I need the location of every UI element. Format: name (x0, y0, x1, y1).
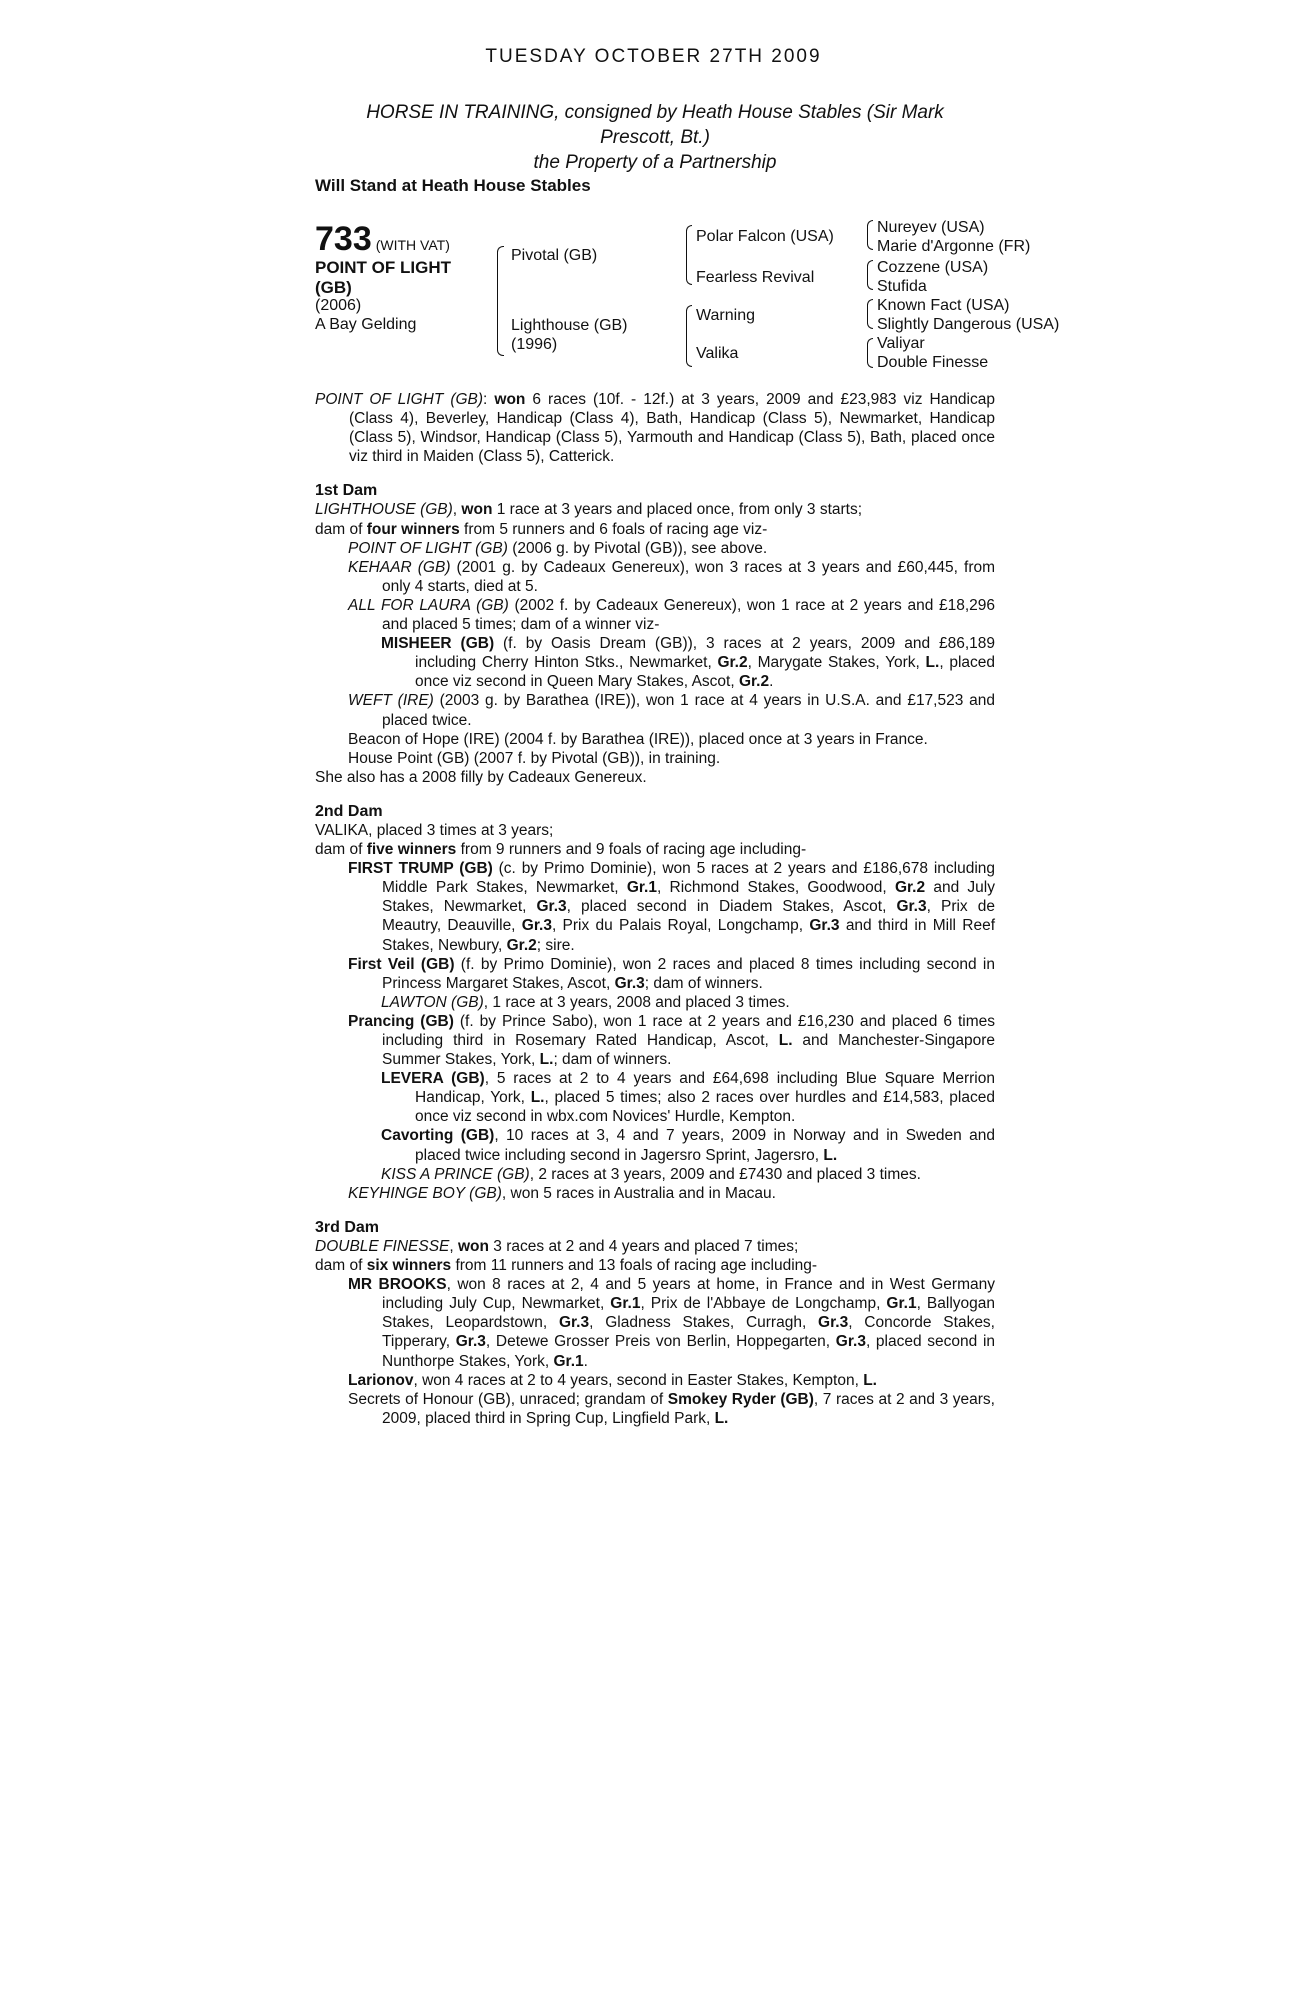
produce-text: , 5 races at 2 to 4 years and £64,698 including Blue Square Merrion Handicap, York, (415, 1070, 995, 1107)
grade-label: Gr.3 (455, 1333, 486, 1351)
produce-summary-text: from 11 runners and 13 foals of racing age including- (451, 1257, 818, 1275)
produce-entry (315, 993, 995, 1012)
produce-name: KEYHINGE BOY (GB) (348, 1184, 502, 1202)
pedigree-sire: Pivotal (GB) (511, 247, 598, 264)
produce-text: , 7 races at 2 and 3 years, 2009, placed third in Spring Cup, Lingfield Park, (382, 1390, 995, 1427)
pedigree-sire-dam: Fearless Revival (696, 269, 815, 286)
dam-of-label: dam of (315, 520, 367, 538)
produce-text: , placed second in Diadem Stakes, Ascot, (566, 898, 897, 916)
horse-info (315, 296, 416, 334)
produce-name: MR BROOKS (348, 1276, 447, 1294)
pedigree-ssd: Marie d'Argonne (FR) (877, 238, 1031, 255)
grade-label: Gr.2 (506, 936, 537, 954)
lot-number: 733 (315, 220, 372, 258)
grade-label: Gr.3 (818, 1314, 849, 1332)
grade-label: Gr.3 (835, 1333, 866, 1351)
produce-name: Smokey Ryder (GB) (667, 1390, 814, 1408)
grade-label: L. (925, 654, 940, 672)
stand-location: Will Stand at Heath House Stables (315, 176, 591, 195)
produce-name: MISHEER (GB) (381, 635, 495, 653)
produce-entry (315, 1371, 995, 1390)
pedigree-sss: Nureyev (USA) (877, 219, 985, 236)
catalogue-body (315, 390, 995, 1428)
produce-name: Larionov (348, 1371, 414, 1389)
produce-text: Secrets of Honour (GB), unraced; grandam of (348, 1390, 668, 1408)
grade-label: Gr.2 (894, 879, 926, 897)
grade-label: Gr.3 (896, 898, 927, 916)
produce-entry (315, 558, 995, 596)
grade-label: Gr.2 (717, 654, 748, 672)
grade-label: Gr.1 (553, 1352, 584, 1370)
produce-text: (2003 g. by Barathea (IRE)), won 1 race at 4 years in U.S.A. and £17,523 and placed twice. (382, 692, 995, 729)
pedigree-dds: Valiyar (877, 335, 925, 352)
produce-entry (315, 1126, 995, 1164)
grade-label: L. (714, 1409, 729, 1427)
produce-text: , Prix du Palais Royal, Longchamp, (551, 917, 810, 935)
produce-text: and Manchester-Singapore Summer Stakes, York, (382, 1032, 995, 1069)
property-line: the Property of a Partnership (533, 152, 777, 173)
pedigree-dam-sire: Warning (696, 307, 755, 324)
race-record: POINT OF LIGHT (GB): won 6 races (10f. - 12f.) at 3 years, 2009 and £23,983 viz Handicap (Class 4), Beverley, Handicap (Class 4), Bath, Handicap (Class 5), Newmarket, Handicap (Class 5), Windsor, Handicap (Class 5), Yarmouth and Handicap (Class 5), Bath, placed once viz third in Maiden (Class 5), Catterick. (315, 391, 995, 466)
produce-entry (315, 859, 995, 954)
produce-name: KISS A PRINCE (GB) (381, 1165, 530, 1183)
produce-text: (2002 f. by Cadeaux Genereux), won 1 race at 2 years and £18,296 and placed 5 times; dam of a winner viz- (382, 596, 995, 634)
grade-label: L. (863, 1371, 877, 1389)
produce-entry (315, 1390, 995, 1428)
pedigree-dam-dam: Valika (696, 345, 739, 362)
pedigree-dss: Known Fact (USA) (877, 297, 1010, 314)
grade-label: L. (778, 1032, 793, 1049)
consignor-block (330, 100, 980, 175)
produce-name: Cavorting (GB) (381, 1127, 495, 1145)
produce-text: , Prix de Meautry, Deauville, (382, 898, 995, 935)
produce-text: , Richmond Stakes, Goodwood, (656, 879, 895, 897)
grade-label: Gr.3 (614, 974, 645, 992)
pedigree-sire-sire: Polar Falcon (USA) (696, 228, 834, 245)
produce-entry (315, 955, 995, 993)
vat-note: (WITH VAT) (375, 237, 450, 253)
dam-of-label: dam of (315, 1257, 367, 1275)
produce-text: (f. by Prince Sabo), won 1 race at 2 years and £16,230 and placed 6 times including third in Rosemary Rated Handicap, Ascot, (382, 1012, 995, 1049)
pedigree-dam (511, 316, 628, 354)
pedigree-ddd: Double Finesse (877, 354, 989, 371)
grade-label: Gr.1 (886, 1295, 917, 1313)
produce-text: , placed second in Nunthorpe Stakes, York, (382, 1333, 996, 1370)
grade-label: Gr.3 (521, 917, 552, 935)
first-dam-produce-summary (315, 520, 995, 539)
second-dam-line: VALIKA, placed 3 times at 3 years; (315, 821, 554, 839)
produce-text: . (583, 1352, 588, 1370)
produce-name: LAWTON (GB) (381, 993, 484, 1011)
winners-count: four winners (366, 520, 460, 538)
produce-text: , 1 race at 3 years, 2008 and placed 3 times. (483, 993, 790, 1011)
produce-entry (315, 634, 995, 691)
produce-name: ALL FOR LAURA (GB) (348, 596, 509, 614)
produce-entry: Beacon of Hope (IRE) (2004 f. by Barathea (IRE)), placed once at 3 years in France. (348, 730, 928, 748)
pedigree-sds: Cozzene (USA) (877, 259, 989, 276)
pedigree-dam-year: (1996) (511, 336, 558, 353)
third-dam-name: DOUBLE FINESSE (315, 1237, 450, 1255)
consignor-line-2: Prescott, Bt.) (600, 127, 710, 148)
produce-summary-text: from 5 runners and 6 foals of racing age viz- (459, 520, 768, 538)
produce-entry (315, 1184, 995, 1203)
produce-text: ; dam of winners. (644, 974, 763, 992)
grade-label: L. (530, 1089, 545, 1107)
produce-text: , placed once viz second in Queen Mary Stakes, Ascot, (415, 654, 995, 691)
produce-text: , won 4 races at 2 to 4 years, second in Easter Stakes, Kempton, (413, 1371, 864, 1389)
grade-label: Gr.3 (536, 898, 567, 916)
produce-text: (f. by Oasis Dream (GB)), 3 races at 2 years, 2009 and £86,189 including Cherry Hinton Stks., Newmarket, (415, 635, 996, 672)
produce-text: (c. by Primo Dominie), won 5 races at 2 years and £186,678 including Middle Park Stakes, Newmarket, (382, 860, 995, 897)
pedigree-dam-name: Lighthouse (GB) (511, 317, 628, 334)
grade-label: Gr.3 (809, 917, 840, 935)
produce-entry (315, 1275, 995, 1370)
first-dam-name: LIGHTHOUSE (GB) (315, 501, 453, 519)
pedigree-brace-dam (686, 305, 692, 367)
produce-text: ; sire. (536, 936, 575, 954)
record-text: 6 races (10f. - 12f.) at 3 years, 2009 and £23,983 viz Handicap (Class 4), Beverley, Handicap (Class 4), Bath, Handicap (Class 5), Newmarket, Handicap (Class 5), Windsor, Handicap (Class 5), Yarmouth and Handicap (Class 5), Bath, placed once viz third in Maiden (Class 5), Catterick. (349, 391, 995, 466)
first-dam-record: 1 race at 3 years and placed once, from only 3 starts; (492, 501, 863, 519)
first-dam-note: She also has a 2008 filly by Cadeaux Genereux. (315, 768, 647, 786)
produce-name: First Veil (GB) (348, 955, 455, 973)
produce-name: FIRST TRUMP (GB) (348, 860, 493, 878)
produce-text: , 2 races at 3 years, 2009 and £7430 and placed 3 times. (529, 1165, 921, 1183)
grade-label: Gr.2 (738, 673, 770, 691)
produce-text: and third in Mill Reef Stakes, Newbury, (382, 917, 996, 954)
produce-name: WEFT (IRE) (348, 692, 434, 710)
winners-count: five winners (366, 841, 457, 859)
pedigree-brace-dd (867, 338, 873, 368)
produce-text: , 10 races at 3, 4 and 7 years, 2009 in Norway and in Sweden and placed twice including second in Jagersro Sprint, Jagersro, (415, 1127, 995, 1164)
winners-count: six winners (366, 1257, 452, 1275)
second-dam-produce-summary (315, 840, 995, 859)
pedigree-dsd: Slightly Dangerous (USA) (877, 316, 1060, 333)
produce-text: , won 8 races at 2, 4 and 5 years at home, in France and in West Germany including July Cup, Newmarket, (382, 1276, 995, 1313)
third-dam-produce-summary (315, 1256, 995, 1275)
produce-text: , won 5 races in Australia and in Macau. (501, 1184, 776, 1202)
third-dam-record: 3 races at 2 and 4 years and placed 7 times; (489, 1237, 799, 1255)
sale-date: TUESDAY OCTOBER 27TH 2009 (485, 46, 822, 67)
produce-entry (315, 1012, 995, 1069)
second-dam-heading: 2nd Dam (315, 802, 383, 820)
consignor-line-1: HORSE IN TRAINING, consigned by Heath House Stables (Sir Mark (366, 102, 944, 123)
won-label: won (458, 1237, 489, 1255)
produce-entry (315, 1165, 995, 1184)
dam-of-label: dam of (315, 841, 367, 859)
pedigree-brace-main (497, 246, 504, 356)
produce-text: , Detewe Grosser Preis von Berlin, Hoppegarten, (485, 1333, 836, 1351)
pedigree-sdd: Stufida (877, 278, 927, 295)
produce-text: (f. by Primo Dominie), won 2 races and placed 8 times including second in Princess Margaret Stakes, Ascot, (382, 955, 995, 992)
grade-label: Gr.1 (610, 1295, 641, 1313)
horse-name: POINT OF LIGHT (GB) (315, 258, 451, 297)
produce-text: , placed 5 times; also 2 races over hurdles and £14,583, placed once viz second in wbx.com Novices' Hurdle, Kempton. (415, 1089, 995, 1126)
produce-entry: House Point (GB) (2007 f. by Pivotal (GB)), in training. (348, 749, 721, 767)
grade-label: L. (539, 1051, 554, 1069)
first-dam-line: LIGHTHOUSE (GB), won 1 race at 3 years and placed once, from only 3 starts; (315, 501, 863, 519)
won-label: won (494, 391, 526, 408)
grade-label: Gr.1 (626, 879, 657, 897)
produce-text: , Concorde Stakes, Tipperary, (382, 1314, 995, 1351)
produce-text: , Prix de l'Abbaye de Longchamp, (640, 1295, 887, 1313)
produce-entry (315, 539, 995, 558)
won-label: won (461, 501, 493, 519)
produce-entry (315, 1069, 995, 1126)
produce-name: LEVERA (GB) (381, 1070, 485, 1088)
produce-name: KEHAAR (GB) (348, 558, 451, 576)
produce-text: . (769, 673, 774, 691)
first-dam-heading: 1st Dam (315, 482, 378, 500)
third-dam-line: DOUBLE FINESSE, won 3 races at 2 and 4 years and placed 7 times; (315, 1237, 799, 1255)
pedigree-brace-sire (686, 225, 692, 285)
produce-text: , Gladness Stakes, Curragh, (589, 1314, 819, 1332)
record-horse-name: POINT OF LIGHT (GB) (315, 391, 484, 408)
grade-label: Gr.3 (558, 1314, 590, 1332)
produce-text: and July Stakes, Newmarket, (382, 879, 995, 916)
horse-description: A Bay Gelding (315, 316, 417, 333)
lot-number-block (315, 220, 450, 259)
pedigree-brace-ss (867, 220, 873, 250)
produce-text: (2001 g. by Cadeaux Genereux), won 3 races at 3 years and £60,445, from only 4 starts, died at 5. (382, 558, 996, 595)
produce-text: , Ballyogan Stakes, Leopardstown, (382, 1295, 995, 1332)
produce-text: ; dam of winners. (553, 1051, 672, 1069)
produce-text: , Marygate Stakes, York, (747, 654, 926, 672)
produce-name: Prancing (GB) (348, 1012, 454, 1030)
produce-name: POINT OF LIGHT (GB) (348, 539, 508, 557)
produce-summary-text: from 9 runners and 9 foals of racing age including- (456, 841, 807, 859)
third-dam-heading: 3rd Dam (315, 1218, 380, 1236)
produce-entry (315, 691, 995, 729)
produce-entry (315, 596, 995, 634)
produce-text: (2006 g. by Pivotal (GB)), see above. (507, 539, 768, 557)
grade-label: L. (823, 1146, 838, 1164)
foaling-year: (2006) (315, 297, 362, 314)
pedigree-brace-ds (867, 299, 873, 329)
pedigree-brace-sd (867, 260, 873, 290)
